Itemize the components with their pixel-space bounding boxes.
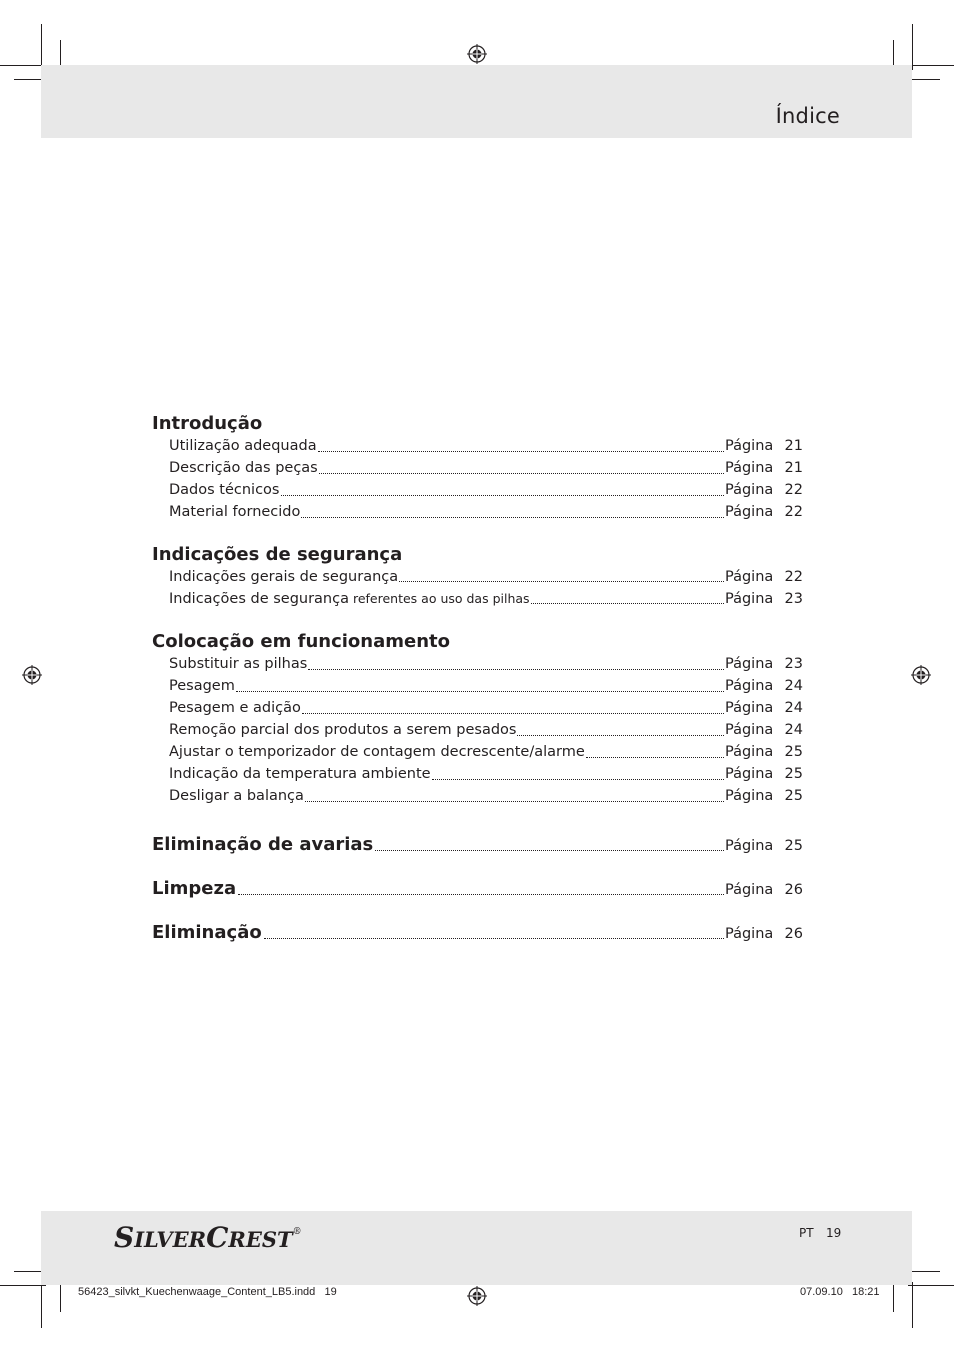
registration-mark-icon (22, 665, 42, 685)
toc-entry-label: Descrição das peças (169, 459, 318, 476)
toc-entry[interactable] (169, 436, 803, 458)
toc-page-number: 24 (784, 678, 803, 695)
toc-page-number: 22 (784, 503, 803, 520)
toc-entry-label-tail: referentes ao uso das pilhas (348, 591, 530, 607)
toc-section (152, 543, 803, 611)
toc-top-entry[interactable] (152, 831, 803, 859)
crop-mark (908, 1285, 954, 1286)
toc-page-number: 22 (784, 481, 803, 498)
toc-entry-label: Pesagem (169, 678, 235, 695)
toc-entry-label: Substituir as pilhas (169, 656, 308, 673)
toc-page-word: Página (725, 787, 774, 804)
crop-mark (908, 1271, 940, 1272)
toc-page-number: 25 (784, 765, 803, 782)
toc-entry[interactable] (169, 458, 803, 480)
toc-entry-label: Remoção parcial dos produtos a serem pesados (169, 722, 517, 739)
toc-entry[interactable] (169, 567, 803, 589)
leader-dots (301, 517, 724, 518)
crop-mark (60, 1282, 61, 1312)
toc-page-word: Página (725, 503, 774, 520)
language-code: PT (799, 1226, 814, 1240)
toc-entry-label (169, 588, 530, 611)
silvercrest-logo: SILVERCREST® (114, 1221, 302, 1254)
toc-page-number: 21 (784, 438, 803, 454)
leader-dots (531, 603, 724, 604)
registration-mark-icon (911, 665, 931, 685)
toc-page-word: Página (725, 568, 774, 585)
crop-mark (893, 1282, 894, 1312)
crop-mark (41, 1282, 42, 1328)
toc-entry-label: Ajustar o temporizador de contagem decrescente/alarme (169, 743, 585, 760)
leader-dots (308, 669, 724, 670)
toc-entry[interactable] (169, 764, 803, 786)
toc-entry[interactable] (169, 502, 803, 524)
toc-page-number: 23 (784, 656, 803, 673)
toc-page-number: 21 (784, 459, 803, 476)
toc-entry-label: Material fornecido (169, 503, 301, 520)
toc-entry[interactable] (169, 654, 803, 676)
toc-page-word: Página (725, 722, 774, 739)
toc-page-number: 25 (784, 787, 803, 804)
toc-top-entry-label: Eliminação (152, 921, 262, 943)
toc-top-entry[interactable] (152, 875, 803, 903)
toc-entry[interactable] (169, 588, 803, 610)
toc-page-word: Página (725, 591, 774, 608)
crop-mark (41, 24, 42, 70)
crop-mark (0, 65, 46, 66)
leader-dots (302, 713, 724, 714)
toc-page-word: Página (725, 700, 774, 717)
toc-page-number: 24 (784, 700, 803, 717)
toc-entry[interactable] (169, 786, 803, 808)
toc-entry-label: Pesagem e adição (169, 700, 301, 717)
toc-entry-label: Indicação da temperatura ambiente (169, 765, 431, 782)
toc-page-word: Página (725, 678, 774, 695)
toc-entry-label: Utilização adequada (169, 438, 317, 454)
leader-dots (264, 938, 724, 939)
toc-section (152, 630, 803, 807)
table-of-contents (152, 412, 803, 947)
toc-page-word: Página (725, 459, 774, 476)
leader-dots (236, 691, 724, 692)
toc-page-number: 25 (784, 743, 803, 760)
toc-page-word: Página (725, 925, 774, 942)
toc-page-number: 25 (784, 837, 803, 854)
crop-mark (912, 1282, 913, 1328)
slug-filename: 56423_silvkt_Kuechenwaage_Content_LB5.indd 19 (78, 1286, 337, 1298)
toc-top-entry[interactable] (152, 919, 803, 947)
registration-mark-icon (467, 44, 487, 64)
toc-entry[interactable] (169, 720, 803, 742)
leader-dots (375, 850, 724, 851)
toc-section-title[interactable]: Introdução (152, 413, 263, 434)
crop-mark (908, 65, 954, 66)
leader-dots (318, 451, 724, 452)
toc-entry-label-main: Indicações de segurança (169, 591, 349, 608)
registration-mark-icon (467, 1286, 487, 1306)
leader-dots (432, 779, 724, 780)
toc-entry[interactable] (169, 698, 803, 720)
leader-dots (517, 735, 724, 736)
toc-page-word: Página (725, 481, 774, 498)
toc-entry[interactable] (169, 480, 803, 502)
toc-page-word: Página (725, 656, 774, 673)
leader-dots (319, 473, 724, 474)
toc-page-word: Página (725, 837, 774, 854)
toc-page-number: 22 (784, 568, 803, 585)
crop-mark (912, 24, 913, 70)
toc-page-word: Página (725, 765, 774, 782)
toc-section (152, 412, 803, 524)
leader-dots (586, 757, 724, 758)
toc-page-number: 26 (784, 881, 803, 898)
leader-dots (305, 801, 724, 802)
toc-section-title[interactable]: Colocação em funcionamento (152, 631, 450, 653)
toc-page-number: 24 (784, 722, 803, 739)
toc-entry-label: Desligar a balança (169, 787, 304, 804)
toc-page-word: Página (725, 881, 774, 898)
toc-entry-label: Dados técnicos (169, 481, 280, 498)
toc-entry-label: Indicações gerais de segurança (169, 568, 399, 585)
toc-page-word: Página (725, 743, 774, 760)
toc-page-word: Página (725, 438, 774, 454)
crop-mark (0, 1285, 46, 1286)
page-number: 19 (826, 1226, 842, 1240)
leader-dots (238, 894, 724, 895)
toc-entry[interactable] (169, 742, 803, 764)
toc-top-entry-label: Eliminação de avarias (152, 833, 374, 855)
page-title: Índice (775, 104, 840, 128)
slug-date: 07.09.10 18:21 (800, 1286, 880, 1298)
leader-dots (281, 495, 725, 496)
toc-entry[interactable] (169, 676, 803, 698)
leader-dots (399, 581, 724, 582)
toc-page-number: 26 (784, 925, 803, 942)
toc-page-number: 23 (784, 591, 803, 608)
crop-mark (908, 79, 940, 80)
toc-section-title[interactable]: Indicações de segurança (152, 543, 403, 565)
toc-top-entry-label: Limpeza (152, 877, 237, 899)
